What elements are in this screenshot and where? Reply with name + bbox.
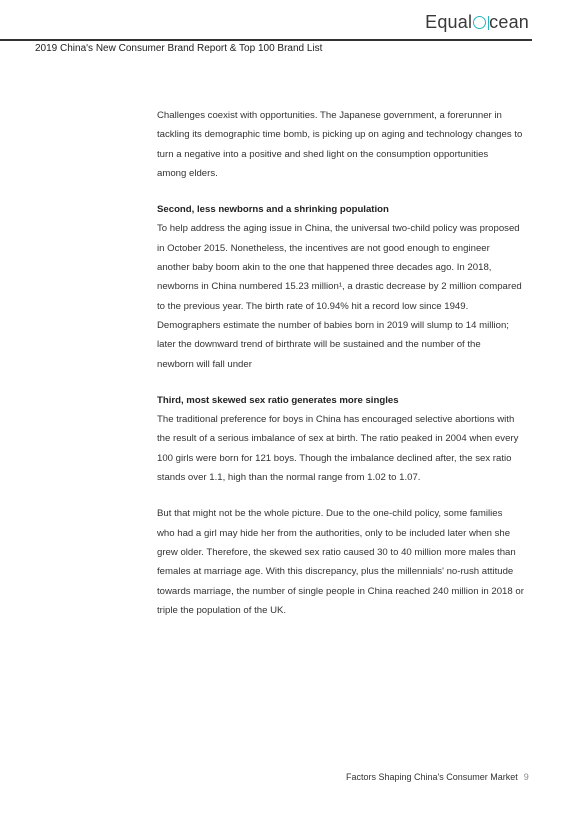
page-number: 9 <box>523 772 529 782</box>
paragraph-4: But that might not be the whole picture. Due to the one-child policy, some families who had a girl may hide her from the authorities, only to be included later when she grew older. Therefore, the skewed sex ratio caused 30 to 40 million more males than females at marriage age. With this discrepancy, plus the millennials' no-rush attitude towards marriage, the number of single people in China reached 240 million in 2018 or triple the population of the UK. <box>157 508 524 616</box>
section-heading-sex-ratio: Third, most skewed sex ratio generates more singles <box>157 394 399 406</box>
logo-ring-icon <box>473 16 486 29</box>
section-heading-newborns: Second, less newborns and a shrinking population <box>157 204 389 216</box>
paragraph-1: Challenges coexist with opportunities. The Japanese government, a forerunner in tackling its demographic time bomb, is picking up on aging and technology changes to turn a negative into a positive and shed light on the consumption opportunities among elders. <box>157 110 523 179</box>
footer-section-title: Factors Shaping China's Consumer Market <box>346 772 518 782</box>
equalocean-logo: Equal cean <box>425 12 529 32</box>
header-rule <box>0 39 532 41</box>
paragraph-2: To help address the aging issue in China, the universal two-child policy was proposed in October 2015. Nonetheless, the incentives are not good enough to engineer another baby boom akin to the one that happened three decades ago. In 2018, newborns in China numbered 15.23 million¹, a drastic decrease by 2 million compared to the previous year. The birth rate of 10.94% hit a record low since 1949. Demographers estimate the number of babies born in 2019 will slump to 14 million; later the downward trend of birthrate will be sustained and the number of the newborn will fall under <box>157 223 522 370</box>
paragraph-3: The traditional preference for boys in China has encouraged selective abortions with the result of a serious imbalance of sex at birth. The ratio peaked in 2004 when every 100 girls were born for 121 boys. Though the imbalance declined after, the sex ratio stands over 1.1, high than the normal range from 1.02 to 1.07. <box>157 414 519 484</box>
page-footer <box>346 772 529 782</box>
report-title: 2019 China's New Consumer Brand Report & Top 100 Brand List <box>35 43 323 54</box>
main-content <box>157 106 532 620</box>
